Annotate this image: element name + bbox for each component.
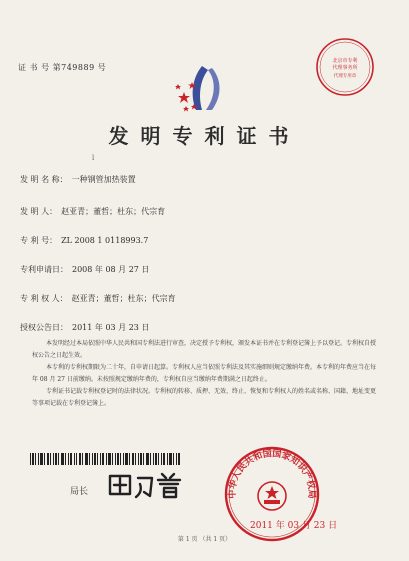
svg-text:代理专用章: 代理专用章 xyxy=(333,74,357,79)
agency-stamp xyxy=(314,36,376,98)
body-paragraph: 本专利的专利权期限为二十年，自申请日起算。专利权人应当依照专利法及其实施细则规定缴纳年费。本专利的年费应当在每年 08 月 27 日前缴纳。未按照规定缴纳年费的，专利权自应当缴纳年费期满之日起终止。 xyxy=(32,364,377,383)
field-value: 2011 年 03 月 23 日 xyxy=(72,323,150,332)
field-value: 赵亚青；董哲；杜东；代宗育 xyxy=(61,207,166,216)
director-label: 局长 xyxy=(70,487,89,497)
field-label: 专 利 权 人： xyxy=(20,294,68,303)
director-signature xyxy=(104,470,194,500)
field-value: ZL 2008 1 0118993.7 xyxy=(61,236,149,245)
seal-date: 2011 年 03 月 23 日 xyxy=(250,521,338,531)
page-footer: 第 1 页 （共 1 页） xyxy=(177,536,232,543)
certificate-title: 发明专利证书 xyxy=(108,124,301,148)
field-inventors xyxy=(20,206,165,217)
field-patentee xyxy=(20,293,176,304)
barcode xyxy=(30,453,180,465)
field-value: 赵亚青；董哲；杜东；代宗育 xyxy=(71,294,176,303)
field-grant-date xyxy=(20,322,149,333)
svg-text:代理事务所: 代理事务所 xyxy=(332,65,358,71)
certificate-body xyxy=(32,338,377,410)
field-label: 发 明 人： xyxy=(20,207,58,216)
small-mark: l xyxy=(92,154,95,162)
field-patent-number xyxy=(20,235,148,246)
field-invention-name xyxy=(20,174,136,185)
field-label: 专 利 号： xyxy=(20,236,58,245)
field-label: 发 明 名 称： xyxy=(20,175,68,184)
body-paragraph: 本发明经过本局依照中华人民共和国专利法进行审查，决定授予专利权，颁发本证书并在专利登记簿上予以登记。专利权自授权公告之日起生效。 xyxy=(32,340,377,359)
field-application-date xyxy=(20,264,149,275)
field-value: 一种钢管加热装置 xyxy=(71,175,136,184)
field-label: 授权公告日： xyxy=(20,323,68,332)
field-label: 专利申请日： xyxy=(20,265,68,274)
patent-office-emblem-icon xyxy=(172,62,234,114)
svg-text:北京市专利: 北京市专利 xyxy=(332,58,358,64)
body-paragraph: 专利证书记载专利权登记时的法律状况。专利权的转移、质押、无效、终止、恢复和专利权人的姓名或名称、国籍、地址变更等事项记载在专利登记簿上。 xyxy=(32,388,377,407)
certificate-number: 证 书 号 第749889 号 xyxy=(18,63,107,72)
field-value: 2008 年 08 月 27 日 xyxy=(72,265,150,274)
svg-text:中华人民共和国国家知识产权局: 中华人民共和国国家知识产权局 xyxy=(227,449,317,499)
national-emblem-icon xyxy=(258,482,286,510)
